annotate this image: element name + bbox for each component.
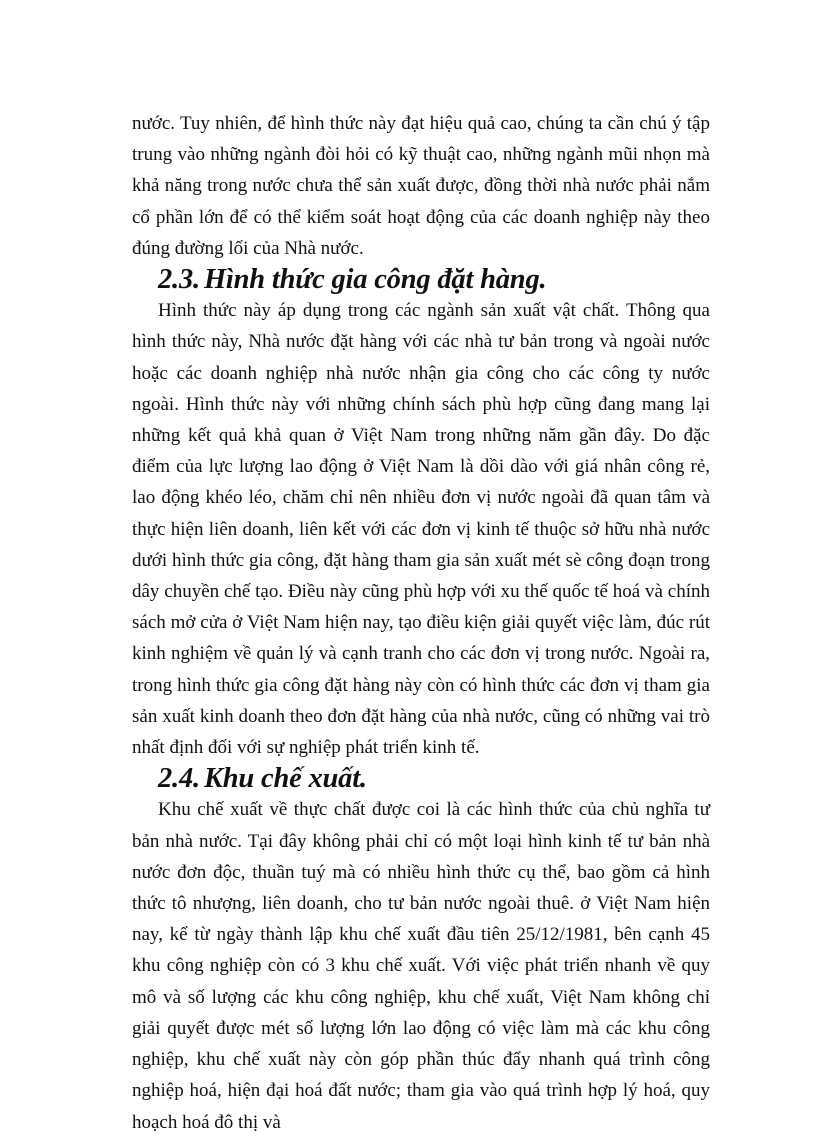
section-title: Khu chế xuất. xyxy=(203,763,367,795)
section-paragraph-2-4: Khu chế xuất về thực chất được coi là các hình thức của chủ nghĩa tư bản nhà nước. Tại đây không phải chỉ có một loại hình kinh tế tư bản nhà nước đơn độc, thuần tuý mà có nhiều hình thức cụ thể, bao gồm cả hình thức tô nhượng, liên doanh, cho tư bản nước ngoài thuê. ở Việt Nam hiện nay, kể từ ngày thành lập khu chế xuất đầu tiên 25/12/1981, bên cạnh 45 khu công nghiệp còn có 3 khu chế xuất. Với việc phát triển nhanh về quy mô và số lượng các khu công nghiệp, khu chế xuất, Việt Nam không chỉ giải quyết được mét số lượng lớn lao động có việc làm mà các khu công nghiệp, khu chế xuất này còn góp phần thúc đẩy nhanh quá trình công nghiệp hoá, hiện đại hoá đất nước; tham gia vào quá trình hợp lý hoá, quy hoạch hoá đô thị và xyxy=(132,799,710,1133)
section-paragraph-2-3: Hình thức này áp dụng trong các ngành sản xuất vật chất. Thông qua hình thức này, Nhà nước đặt hàng với các nhà tư bản trong và ngoài nước hoặc các doanh nghiệp nhà nước nhận gia công cho các công ty nước ngoài. Hình thức này với những chính sách phù hợp cũng đang mang lại những kết quả khả quan ở Việt Nam trong những năm gần đây. Do đặc điểm của lực lượng lao động ở Việt Nam là dồi dào với giá nhân công rẻ, lao động khéo léo, chăm chỉ nên nhiều đơn vị nước ngoài đã quan tâm và thực hiện liên doanh, liên kết với các đơn vị kinh tế thuộc sở hữu nhà nước dưới hình thức gia công, đặt hàng tham gia sản xuất mét sè công đoạn trong dây chuyền chế tạo. Điều này cũng phù hợp với xu thế quốc tế hoá và chính sách mở cửa ở Việt Nam hiện nay, tạo điều kiện giải quyết việc làm, đúc rút kinh nghiệm về quản lý và cạnh tranh cho các đơn vị trong nước. Ngoài ra, trong hình thức gia công đặt hàng này còn có hình thức các đơn vị tham gia sản xuất kinh doanh theo đơn đặt hàng của nhà nước, cũng có những vai trò nhất định đối với sự nghiệp phát triển kinh tế. xyxy=(132,300,710,759)
section-number: 2.3. xyxy=(158,264,200,296)
section-heading-2-4 xyxy=(132,763,710,794)
section-heading-2-3 xyxy=(132,264,710,295)
paragraph-continuation: nước. Tuy nhiên, để hình thức này đạt hiệu quả cao, chúng ta cần chú ý tập trung vào những ngành đòi hỏi có kỹ thuật cao, những ngành mũi nhọn mà khả năng trong nước chưa thể sản xuất được, đồng thời nhà nước phải nắm cổ phần lớn để có thể kiểm soát hoạt động của các doanh nghiệp này theo đúng đường lối của Nhà nước. xyxy=(132,113,710,259)
document-body xyxy=(132,108,710,1138)
section-title: Hình thức gia công đặt hàng. xyxy=(203,264,547,296)
section-number: 2.4. xyxy=(158,763,200,795)
